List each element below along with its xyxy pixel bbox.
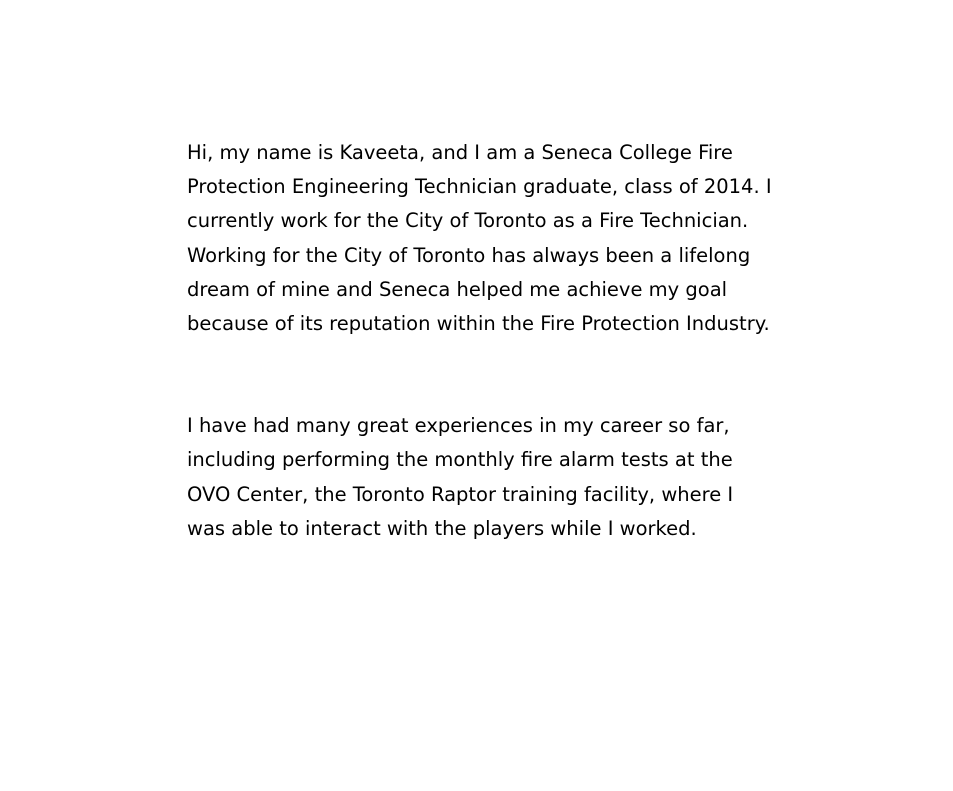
document-body — [187, 136, 777, 546]
paragraph-experiences: I have had many great experiences in my career so far, including performing the monthly fire alarm tests at the OVO Center, the Toronto Raptor training facility, where I was able to interact with the players while I worked. — [187, 414, 734, 540]
paragraph-intro: Hi, my name is Kaveeta, and I am a Seneca College Fire Protection Engineering Technician graduate, class of 2014. I currently work for the City of Toronto as a Fire Technician. Working for the City of Toronto has always been a lifelong dream of mine and Seneca helped me achieve my goal because of its reputation within the Fire Protection Industry. — [187, 141, 772, 336]
